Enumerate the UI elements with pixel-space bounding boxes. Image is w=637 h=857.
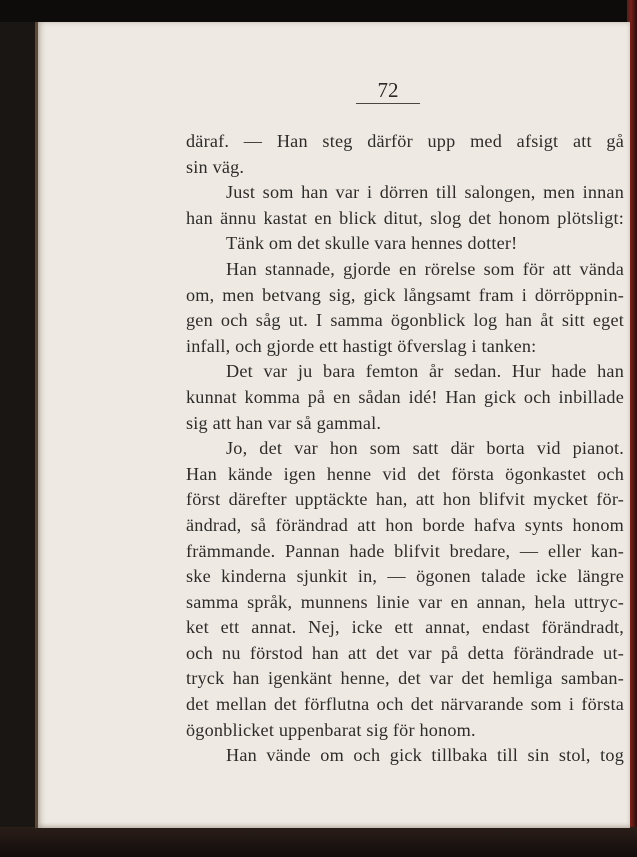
- text-line: Han stannade, gjorde en rörelse som för att vända: [226, 258, 624, 279]
- text-line: ske kinderna sjunkit in, — ögonen talade icke längre: [186, 566, 624, 587]
- text-line: Han vände om och gick tillbaka till sin stol, tog: [226, 745, 624, 766]
- text-line: Jo, det var hon som satt där borta vid pianot.: [226, 438, 624, 459]
- text-line: kunnat komma på en sådan idé! Han gick och inbillade: [186, 386, 624, 407]
- scan-bottom-border: [0, 827, 637, 857]
- book-page: [35, 22, 630, 828]
- body-text: [186, 129, 624, 769]
- text-line: ändrad, så förändrad att hon borde hafva synts honom: [186, 514, 624, 535]
- text-line: först därefter upptäckte han, att hon blifvit mycket för-: [186, 489, 624, 510]
- text-line: tryck han igenkänt henne, det var det hemliga samban-: [186, 668, 624, 689]
- scan-top-border: [0, 0, 637, 22]
- text-line: däraf. — Han steg därför upp med afsigt att gå: [186, 131, 624, 151]
- text-line: gen och såg ut. I samma ögonblick log han åt sitt eget: [186, 310, 624, 331]
- text-line: infall, och gjorde ett hastigt öfverslag i tanken:: [186, 335, 537, 356]
- text-line: Det var ju bara femton år sedan. Hur hade han: [226, 361, 624, 382]
- text-line: om, men betvang sig, gick långsamt fram i dörröppnin-: [186, 284, 624, 305]
- text-line: samma språk, munnens linie var en annan, hela uttryc-: [186, 591, 624, 612]
- text-line: ögonblicket uppenbarat sig för honom.: [186, 719, 476, 740]
- text-line: sin väg.: [186, 156, 245, 177]
- text-line: Tänk om det skulle vara hennes dotter!: [226, 233, 518, 254]
- text-line: och nu förstod han att det var på detta förändrade ut-: [186, 642, 624, 663]
- text-line: sig att han var så gammal.: [186, 412, 382, 433]
- text-line: han ännu kastat en blick ditut, slog det honom plötsligt:: [186, 207, 624, 228]
- text-line: Han kände igen henne vid det första ögonkastet och: [186, 463, 624, 484]
- page-number: 72: [356, 78, 420, 104]
- text-line: Just som han var i dörren till salongen, men innan: [226, 182, 624, 203]
- text-line: det mellan det förflutna och det närvarande som i första: [186, 694, 624, 715]
- text-line: främmande. Pannan hade blifvit bredare, — eller kan-: [186, 540, 624, 561]
- text-line: ket ett annat. Nej, icke ett annat, endast förändradt,: [186, 617, 624, 638]
